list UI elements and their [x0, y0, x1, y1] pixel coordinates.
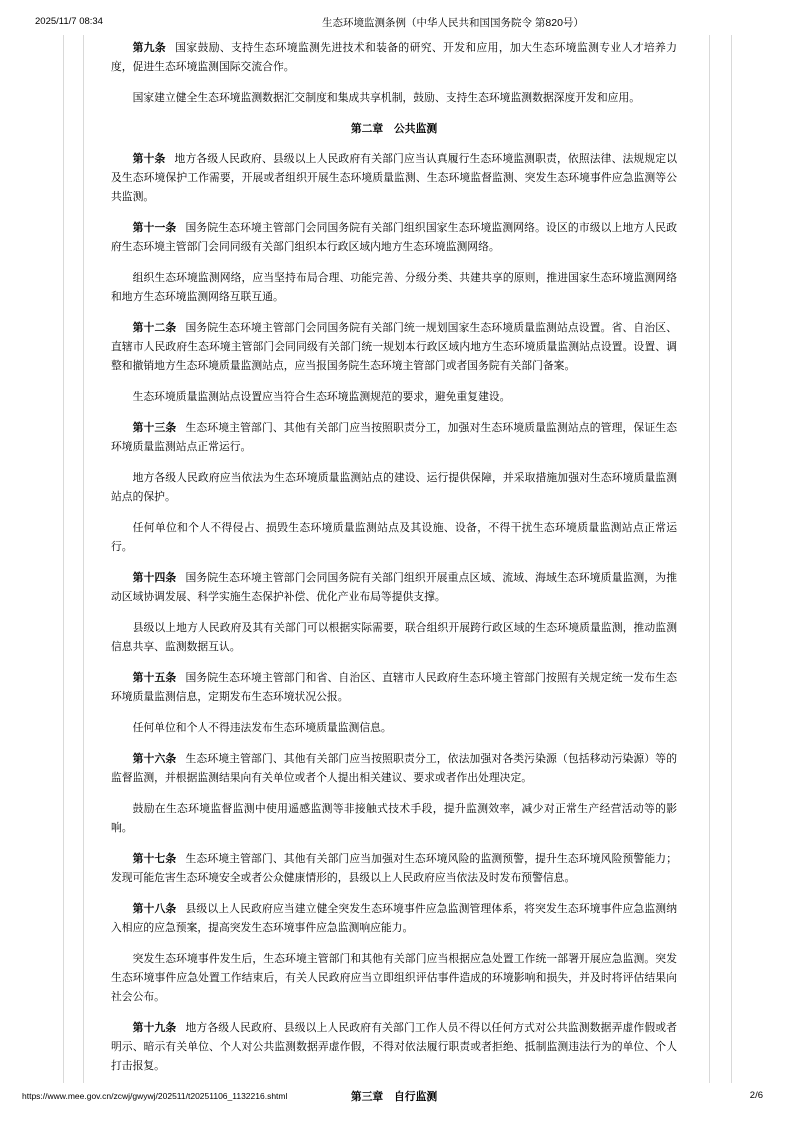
paragraph: 突发生态环境事件发生后，生态环境主管部门和其他有关部门应当根据应急处置工作统一部署开展应急监测。突发生态环境事件应急处置工作结束后，有关人民政府应当立即组织评估事件造成的环境影响和损失，并及时将评估结果向社会公布。	[111, 953, 677, 1003]
article-paragraph	[111, 319, 677, 376]
article-text: 生态环境主管部门、其他有关部门应当加强对生态环境风险的监测预警，提升生态环境风险预警能力；发现可能危害生态环境安全或者公众健康情形的，县级以上人民政府应当依法及时发布预警信息。	[111, 853, 677, 884]
paragraph: 国家建立健全生态环境监测数据汇交制度和集成共享机制，鼓励、支持生态环境监测数据深度开发和应用。	[132, 92, 641, 104]
article-text: 国务院生态环境主管部门会同国务院有关部门组织国家生态环境监测网络。设区的市级以上地方人民政府生态环境主管部门会同同级有关部门组织本行政区域内地方生态环境监测网络。	[111, 222, 677, 253]
content-border-right-outer	[731, 35, 732, 1083]
article-text: 地方各级人民政府、县级以上人民政府有关部门应当认真履行生态环境监测职责，依照法律、法规规定以及生态环境保护工作需要，开展或者组织开展生态环境质量监测、生态环境监督监测、突发生态环境事件应急监测等公共监测。	[111, 153, 677, 203]
paragraph: 任何单位和个人不得侵占、损毁生态环境质量监测站点及其设施、设备，不得干扰生态环境质量监测站点正常运行。	[111, 522, 677, 553]
article-number: 第十九条	[132, 1022, 177, 1034]
article-paragraph	[111, 219, 677, 257]
article-paragraph	[111, 850, 677, 888]
paragraph: 地方各级人民政府应当依法为生态环境质量监测站点的建设、运行提供保障，并采取措施加强对生态环境质量监测站点的保护。	[111, 472, 677, 503]
article-paragraph	[111, 150, 677, 207]
page-number: 2/6	[749, 1090, 763, 1101]
article-paragraph	[111, 1019, 677, 1076]
document-body	[111, 39, 677, 1118]
content-border-right-inner	[709, 35, 710, 1083]
article-number: 第十五条	[132, 672, 177, 684]
article-paragraph	[111, 569, 677, 607]
paragraph: 组织生态环境监测网络，应当坚持布局合理、功能完善、分级分类、共建共享的原则，推进国家生态环境监测网络和地方生态环境监测网络互联互通。	[111, 272, 677, 303]
article-paragraph	[111, 39, 677, 77]
paragraph: 县级以上地方人民政府及其有关部门可以根据实际需要，联合组织开展跨行政区域的生态环境质量监测，推动监测信息共享、监测数据互认。	[111, 622, 677, 653]
article-text: 国务院生态环境主管部门和省、自治区、直辖市人民政府生态环境主管部门按照有关规定统一发布生态环境质量监测信息，定期发布生态环境状况公报。	[111, 672, 677, 703]
paragraph: 任何单位和个人不得违法发布生态环境质量监测信息。	[132, 722, 392, 734]
content-border-left-inner	[83, 35, 84, 1083]
article-number: 第十八条	[132, 903, 177, 915]
paragraph: 生态环境质量监测站点设置应当符合生态环境监测规范的要求，避免重复建设。	[132, 391, 511, 403]
source-url: https://www.mee.gov.cn/zcwj/gwywj/202511/t20251106_1132216.shtml	[22, 1091, 288, 1101]
document-title: 生态环境监测条例（中华人民共和国国务院令 第820号）	[322, 17, 584, 29]
article-paragraph	[111, 419, 677, 457]
article-number: 第十四条	[132, 572, 177, 584]
article-number: 第十六条	[132, 753, 177, 765]
article-number: 第十三条	[132, 422, 177, 434]
article-number: 第十二条	[132, 322, 177, 334]
article-paragraph	[111, 669, 677, 707]
article-number: 第十条	[132, 153, 166, 165]
article-paragraph	[111, 900, 677, 938]
article-text: 国家鼓励、支持生态环境监测先进技术和装备的研究、开发和应用，加大生态环境监测专业人才培养力度，促进生态环境监测国际交流合作。	[111, 42, 678, 73]
print-datetime: 2025/11/7 08:34	[35, 16, 103, 27]
article-text: 国务院生态环境主管部门会同国务院有关部门统一规划国家生态环境质量监测站点设置。省、自治区、直辖市人民政府生态环境主管部门会同同级有关部门统一规划本行政区域内地方生态环境质量监测站点设置。设置、调整和撤销地方生态环境质量监测站点，应当报国务院生态环境主管部门或者国务院有关部门备案。	[111, 322, 677, 372]
paragraph: 鼓励在生态环境监督监测中使用遥感监测等非接触式技术手段，提升监测效率，减少对正常生产经营活动等的影响。	[111, 803, 677, 834]
article-text: 县级以上人民政府应当建立健全突发生态环境事件应急监测管理体系，将突发生态环境事件应急监测纳入相应的应急预案，提高突发生态环境事件应急监测响应能力。	[111, 903, 677, 934]
content-border-left-outer	[63, 35, 64, 1083]
article-number: 第十七条	[132, 853, 177, 865]
article-text: 生态环境主管部门、其他有关部门应当按照职责分工，依法加强对各类污染源（包括移动污染源）等的监督监测，并根据监测结果向有关单位或者个人提出相关建议、要求或者作出处理决定。	[111, 753, 677, 784]
article-paragraph	[111, 750, 677, 788]
article-number: 第九条	[132, 42, 167, 54]
article-text: 国务院生态环境主管部门会同国务院有关部门组织开展重点区域、流域、海域生态环境质量监测，为推动区域协调发展、科学实施生态保护补偿、优化产业布局等提供支撑。	[111, 572, 677, 603]
article-text: 生态环境主管部门、其他有关部门应当按照职责分工，加强对生态环境质量监测站点的管理，保证生态环境质量监测站点正常运行。	[111, 422, 677, 453]
chapter-heading: 第三章 自行监测	[350, 1091, 438, 1103]
article-number: 第十一条	[132, 222, 177, 234]
article-text: 地方各级人民政府、县级以上人民政府有关部门工作人员不得以任何方式对公共监测数据弄虚作假或者明示、暗示有关单位、个人对公共监测数据弄虚作假，不得对依法履行职责或者拒绝、抵制监测违法行为的单位、个人打击报复。	[111, 1022, 677, 1072]
chapter-heading: 第二章 公共监测	[350, 123, 438, 135]
